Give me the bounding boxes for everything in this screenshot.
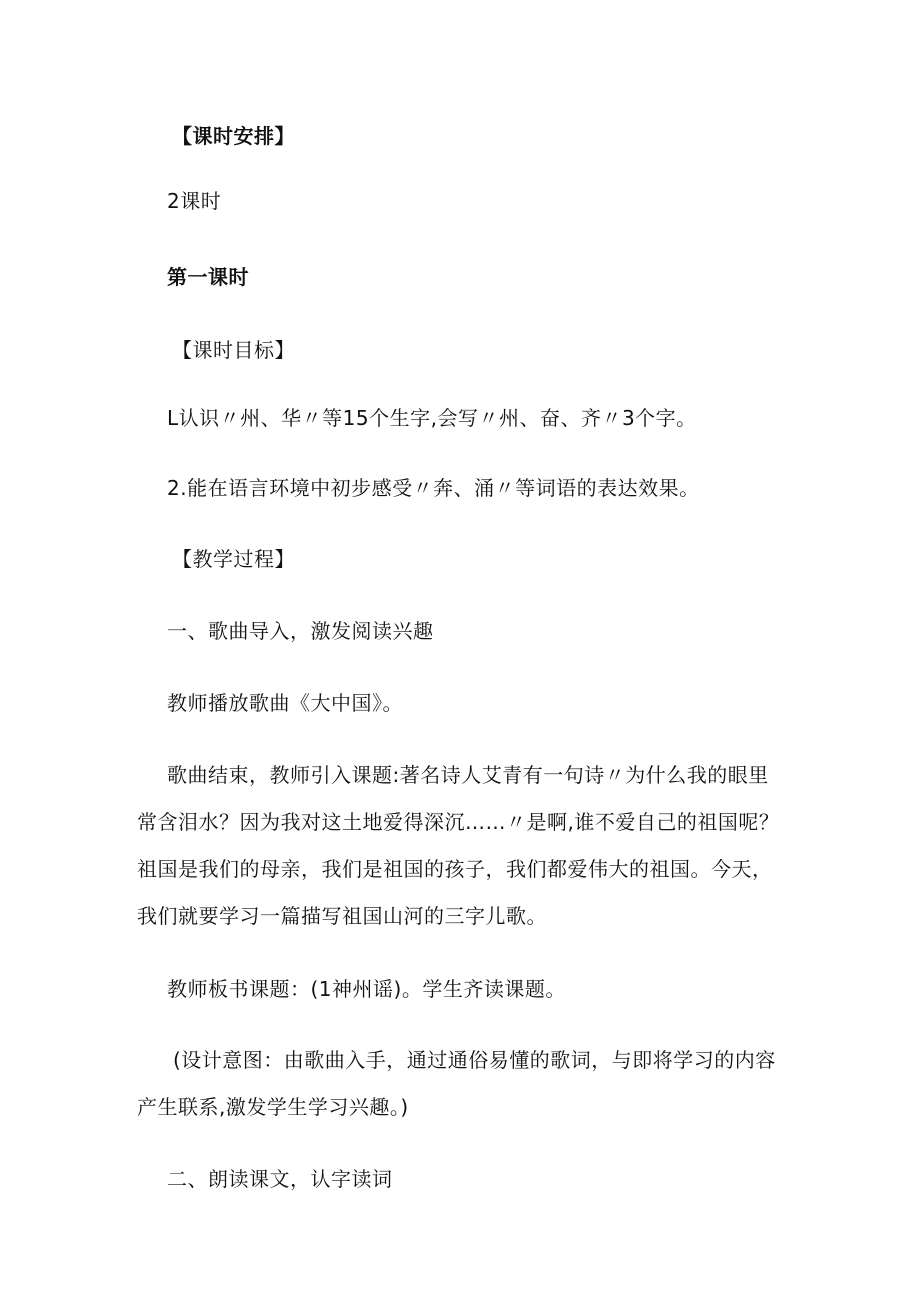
section-1-paragraph-1: 教师播放歌曲《大中国》。: [167, 691, 403, 715]
section-1-heading: 一、歌曲导入，激发阅读兴趣: [167, 619, 434, 643]
design-intent-note: (设计意图：由歌曲入手，通过通俗易懂的歌词，与即将学习的内容产生联系,激发学生学习兴趣。): [137, 1048, 776, 1119]
goal-item-1: L认识〃州、华〃等15个生字,会写〃州、奋、齐〃3个字。: [167, 406, 697, 430]
section-1-paragraph-3: 教师板书课题：(1神州谣)。学生齐读课题。: [167, 977, 566, 1001]
process-heading: 【教学过程】: [172, 547, 295, 571]
section-2-heading: 二、朗读课文，认字读词: [167, 1167, 393, 1191]
goal-item-2: 2.能在语言环境中初步感受〃奔、涌〃等词语的表达效果。: [167, 476, 700, 500]
schedule-heading: 【课时安排】: [172, 124, 295, 148]
section-1-paragraph-2: 歌曲结束，教师引入课题:著名诗人艾青有一句诗〃为什么我的眼里常含泪水？因为我对这土地爱得深沉……〃是啊,谁不爱自己的祖国呢？祖国是我们的母亲，我们是祖国的孩子，我们都爱伟大的祖国。今天，我们就要学习一篇描写祖国山河的三字儿歌。: [137, 763, 780, 928]
goals-heading: 【课时目标】: [172, 338, 295, 362]
schedule-value: 2课时: [167, 189, 222, 213]
lesson-one-heading: 第一课时: [167, 265, 249, 289]
